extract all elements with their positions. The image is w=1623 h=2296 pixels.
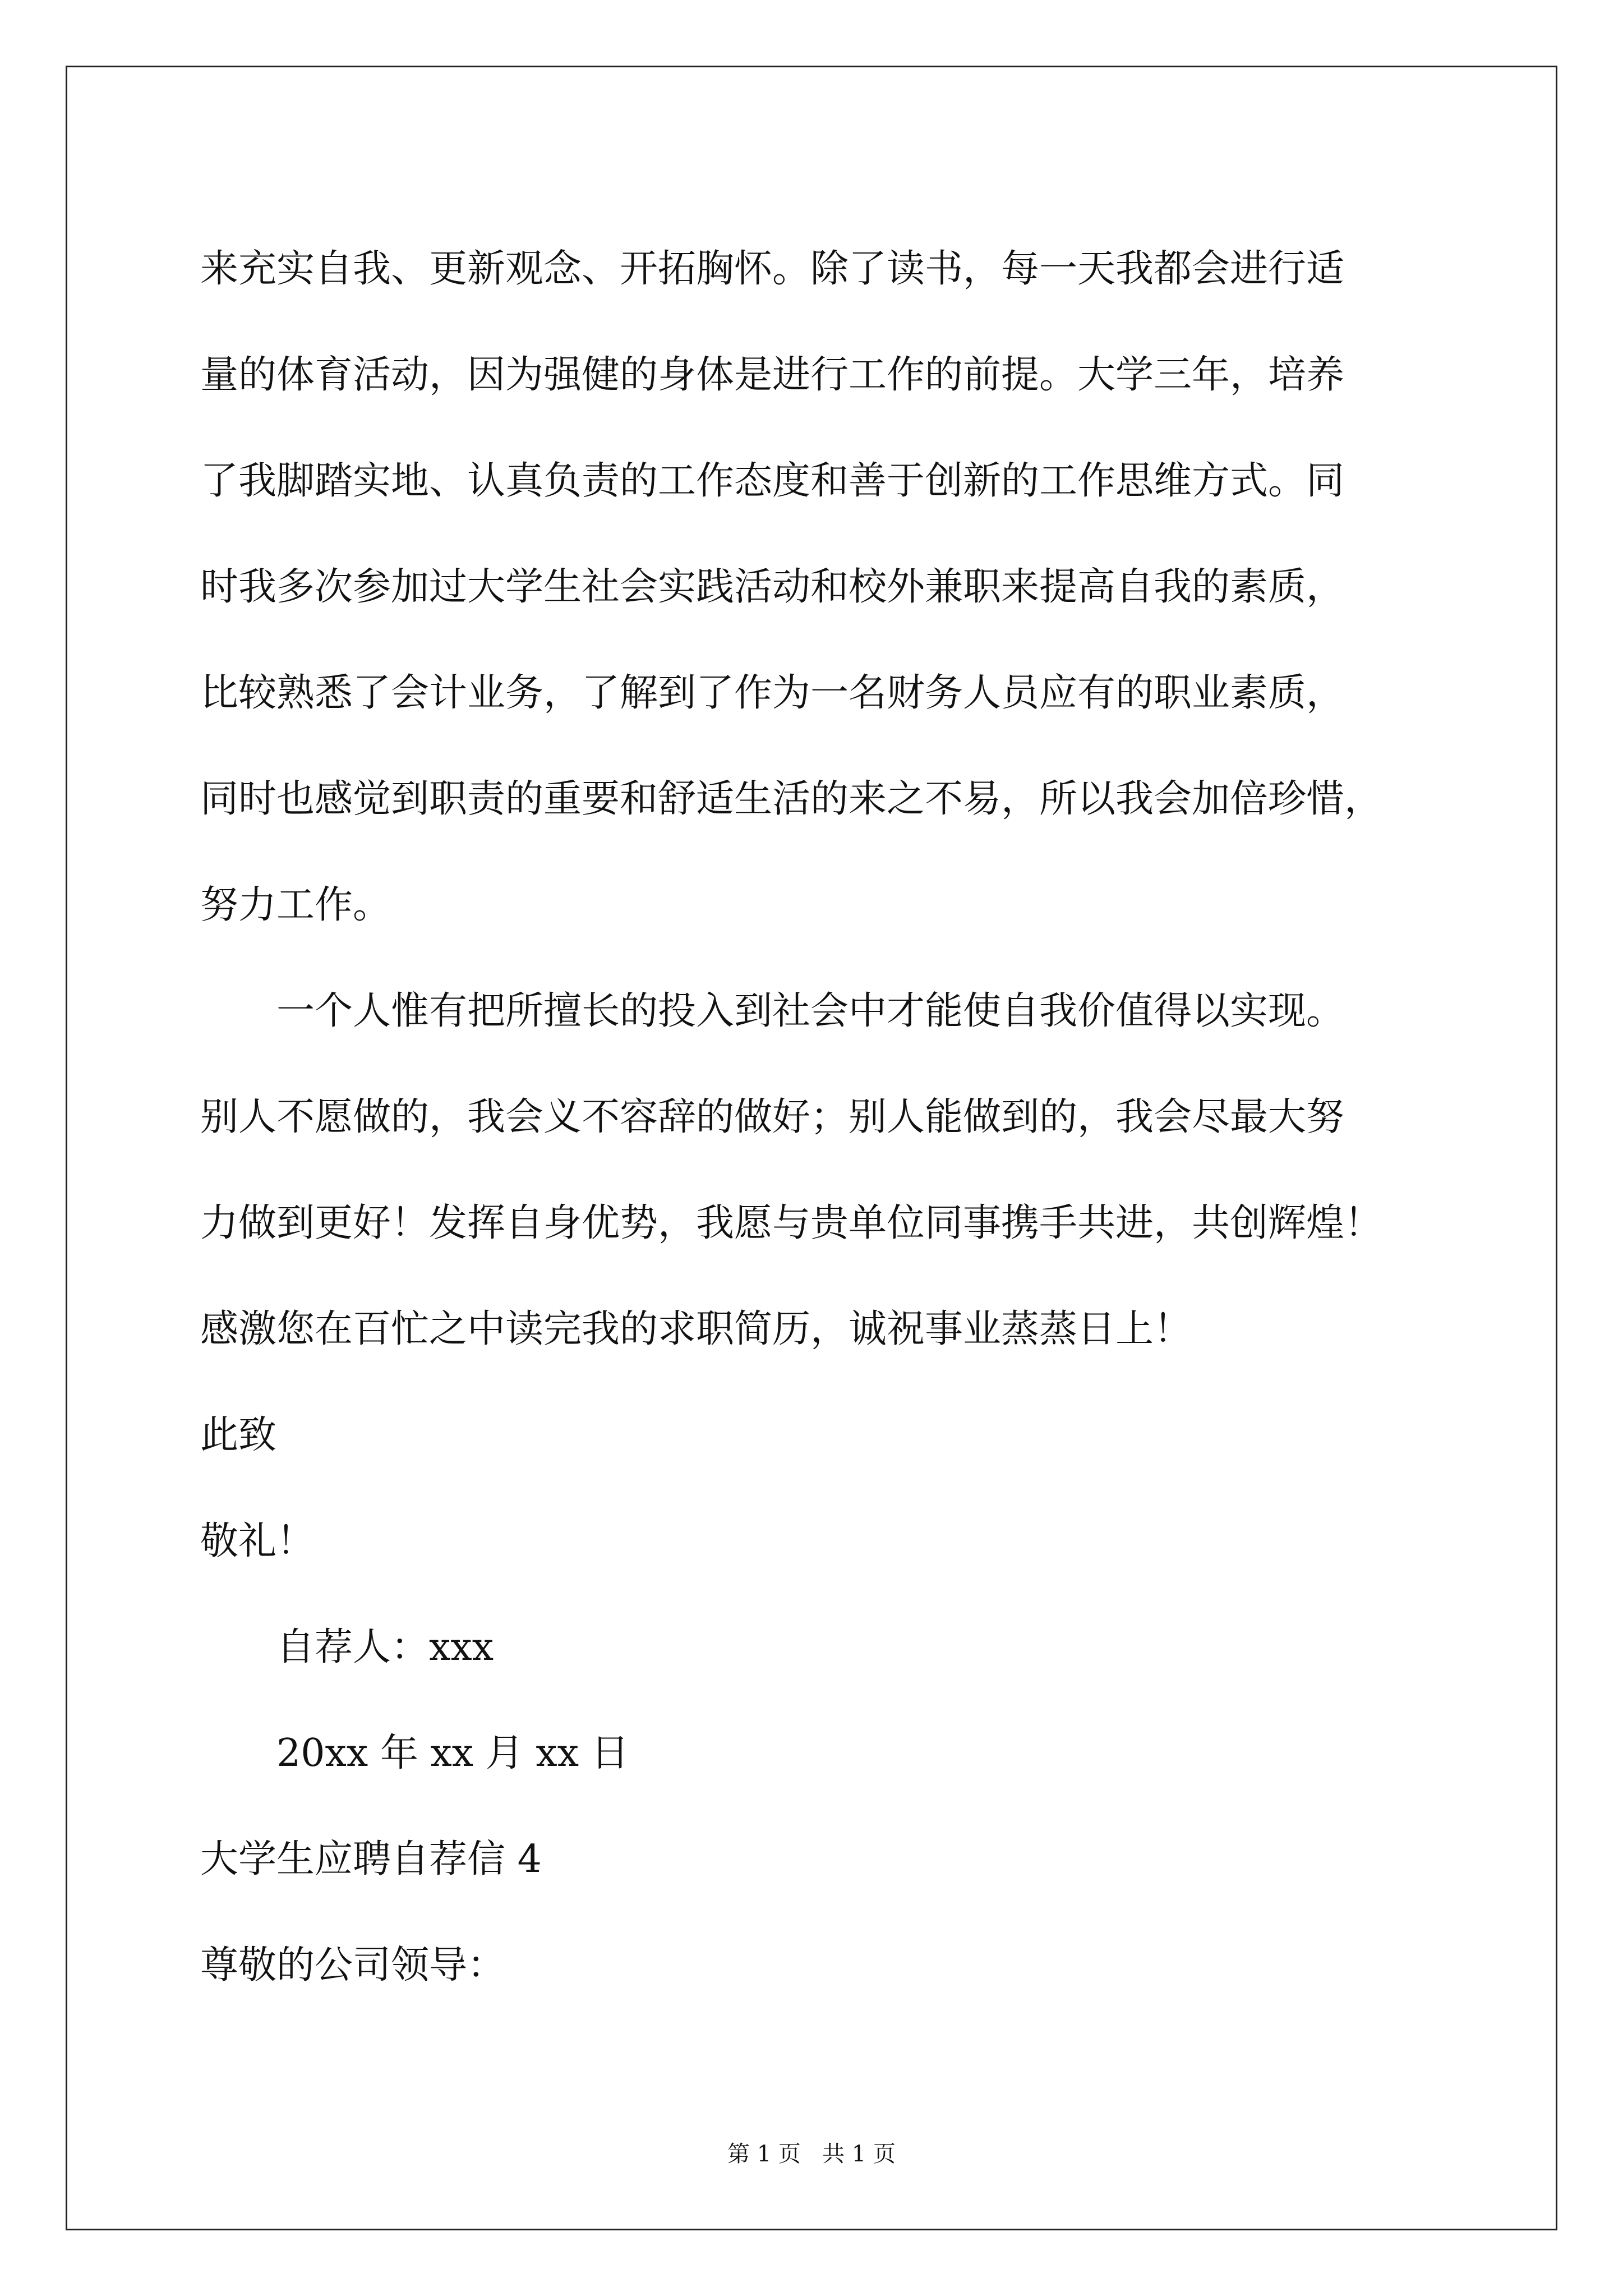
paragraph-line: 一个人惟有把所擅长的投入到社会中才能使自我价值得以实现。	[276, 989, 1345, 1033]
paragraph-line: 努力工作。	[200, 883, 391, 927]
letter-body	[200, 216, 1490, 2018]
paragraph-line: 力做到更好！发挥自身优势，我愿与贵单位同事携手共进，共创辉煌！	[200, 1201, 1383, 1245]
paragraph-line: 来充实自我、更新观念、开拓胸怀。除了读书，每一天我都会进行适	[200, 247, 1345, 291]
date-line: 20xx 年 xx 月 xx 日	[276, 1731, 629, 1775]
paragraph-line: 同时也感觉到职责的重要和舒适生活的来之不易，所以我会加倍珍惜，	[200, 777, 1383, 821]
signature-line: 自荐人：xxx	[276, 1625, 494, 1669]
greeting-line: 尊敬的公司领导：	[200, 1943, 506, 1987]
closing-regards: 敬礼！	[200, 1519, 315, 1563]
paragraph-line: 量的体育活动，因为强健的身体是进行工作的前提。大学三年，培养	[200, 353, 1345, 397]
paragraph-line: 别人不愿做的，我会义不容辞的做好；别人能做到的，我会尽最大努	[200, 1095, 1345, 1139]
section-title: 大学生应聘自荐信 4	[200, 1837, 542, 1881]
paragraph-line: 感激您在百忙之中读完我的求职简历，诚祝事业蒸蒸日上！	[200, 1307, 1192, 1351]
paragraph-line: 比较熟悉了会计业务，了解到了作为一名财务人员应有的职业素质，	[200, 671, 1345, 715]
page-footer: 第 1 页 共 1 页	[727, 2141, 896, 2167]
paragraph-line: 时我多次参加过大学生社会实践活动和校外兼职来提高自我的素质，	[200, 565, 1345, 609]
paragraph-line: 了我脚踏实地、认真负责的工作态度和善于创新的工作思维方式。同	[200, 459, 1345, 503]
closing-salutation: 此致	[200, 1413, 277, 1457]
